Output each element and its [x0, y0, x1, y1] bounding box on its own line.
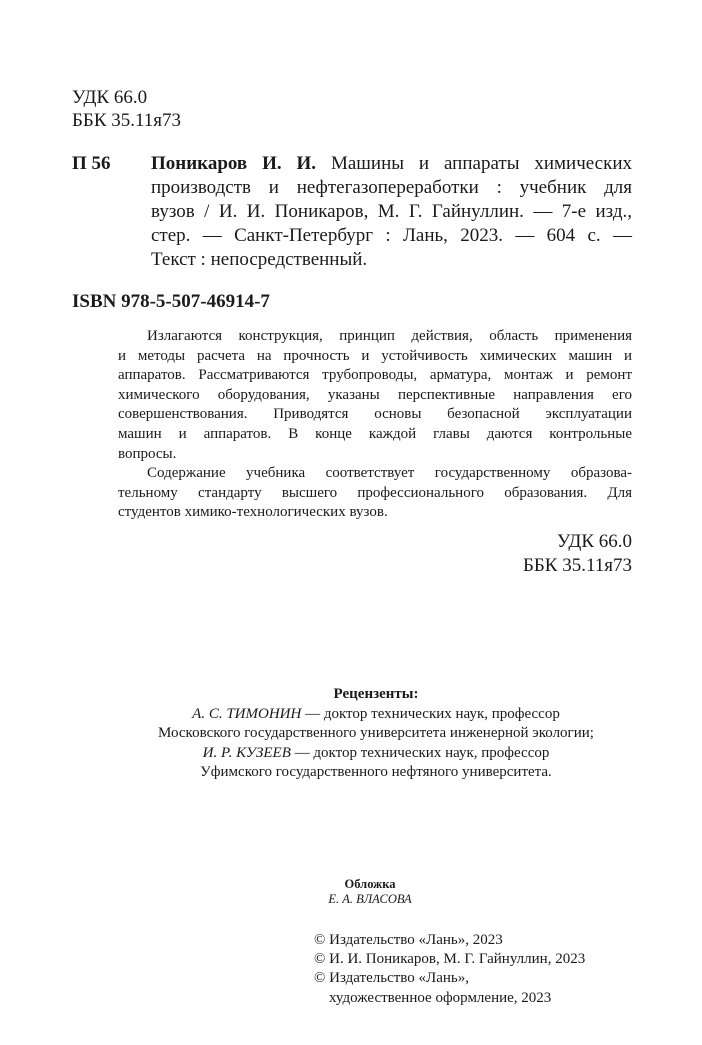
reviewer-1	[100, 705, 652, 725]
reviewer-title: — доктор технических наук, профессор	[301, 705, 560, 722]
abstract-line: Излагаются конструкция, принцип действия, область применения	[147, 328, 632, 344]
abstract-line: вопросы.	[118, 445, 177, 462]
reviewer-2	[100, 744, 652, 764]
abstract-line: и методы расчета на прочность и устойчивость химических машин и	[118, 347, 632, 364]
udk-bbk-top	[72, 86, 181, 132]
isbn: ISBN 978-5-507-46914-7	[72, 291, 270, 312]
copyright-line: © Издательство «Лань»,	[314, 970, 469, 987]
abstract-line: совершенствования. Приводятся основы безопасной эксплуатации	[118, 406, 632, 423]
catalog-title-start: Машины и аппараты химических	[330, 153, 633, 174]
catalog-line-3: вузов / И. И. Поникаров, М. Г. Гайнуллин. — 7-е изд.,	[151, 201, 632, 222]
cover-heading: Обложка	[344, 877, 396, 891]
copyright-line: художественное оформление, 2023	[329, 989, 552, 1006]
abstract-line: аппаратов. Рассматриваются трубопроводы, арматура, монтаж и ремонт	[118, 367, 632, 384]
catalog-line-2: производств и нефтегазопереработки : учебник для	[151, 177, 632, 198]
bbk-code: ББК 35.11я73	[72, 110, 182, 131]
abstract-line: тельному стандарту высшего профессионального образования. Для	[118, 484, 632, 501]
author-mark: П 56	[72, 153, 111, 174]
catalog-line-5: Текст : непосредственный.	[151, 249, 368, 270]
reviewer-name: А. С. ТИМОНИН	[192, 705, 302, 722]
abstract-line: Содержание учебника соответствует государственному образова-	[147, 465, 632, 482]
reviewer-title: — доктор технических наук, профессор	[290, 744, 550, 761]
bbk-code: ББК 35.11я73	[522, 555, 632, 576]
catalog-line-4: стер. — Санкт-Петербург : Лань, 2023. — 604 с. —	[151, 225, 632, 246]
udk-code: УДК 66.0	[72, 87, 148, 108]
cover-designer: Е. А. ВЛАСОВА	[328, 892, 412, 906]
catalog-line-1	[151, 152, 632, 176]
reviewer-org: Московского государственного университета инженерной экологии;	[158, 725, 594, 742]
reviewers-heading: Рецензенты:	[333, 686, 419, 702]
abstract	[118, 327, 632, 523]
reviewer-org: Уфимского государственного нефтяного университета.	[200, 764, 552, 781]
copyright-line: © И. И. Поникаров, М. Г. Гайнуллин, 2023	[314, 951, 586, 968]
udk-bbk-bottom	[523, 530, 632, 578]
copyright-line: © Издательство «Лань», 2023	[314, 932, 503, 948]
abstract-line: студентов химико-технологических вузов.	[118, 504, 388, 521]
copyright-block	[314, 931, 585, 1008]
udk-code: УДК 66.0	[556, 531, 632, 552]
cover-credit	[250, 877, 490, 907]
reviewers	[100, 685, 652, 783]
reviewer-name: И. Р. КУЗЕЕВ	[202, 744, 291, 761]
catalog-author: Поникаров И. И.	[151, 153, 317, 174]
abstract-line: машин и аппаратов. В конце каждой главы даются контрольные	[118, 425, 632, 442]
abstract-line: химического оборудования, указаны перспективные направления его	[118, 386, 632, 403]
catalog-record	[72, 152, 632, 272]
